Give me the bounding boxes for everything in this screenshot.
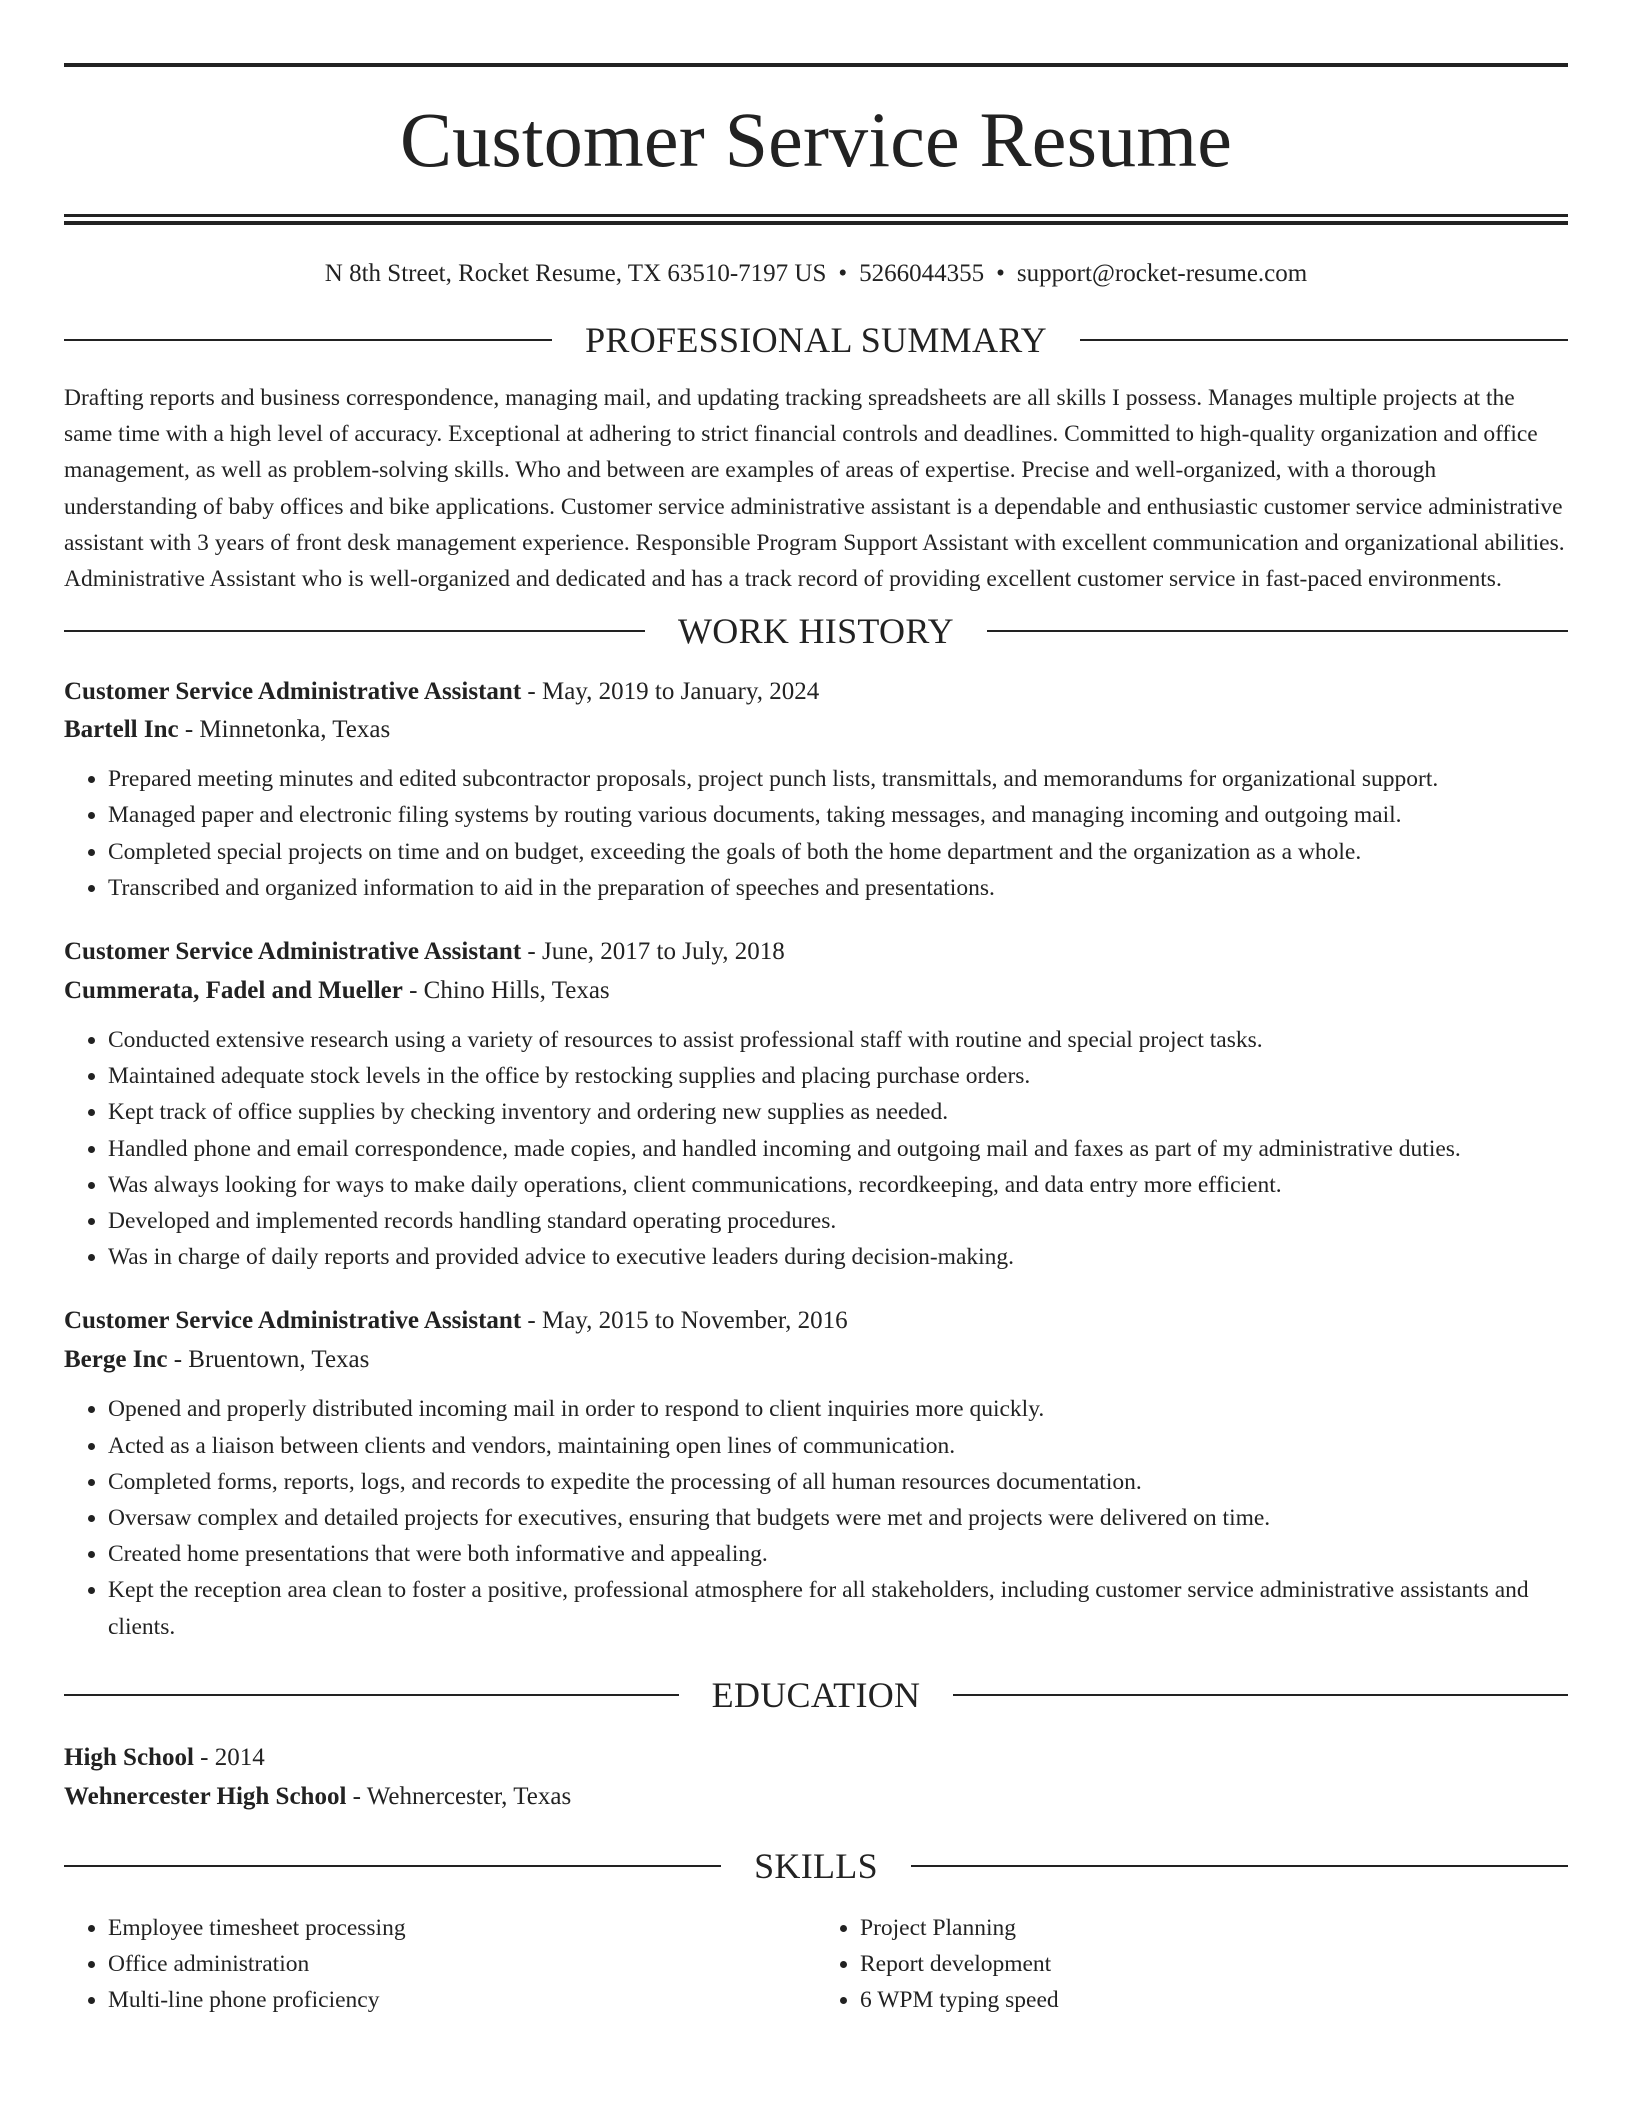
- heading-label: WORK HISTORY: [678, 611, 954, 652]
- skill-item: • Project Planning: [860, 1910, 1568, 1946]
- job-bullet: • Oversaw complex and detailed projects for executives, ensuring that budgets were met and projects were delivered on time.: [108, 1500, 1568, 1536]
- contact-separator: •: [996, 260, 1005, 287]
- job-bullet: • Kept the reception area clean to foster a positive, professional atmosphere for all stakeholders, including customer service administrative assistants and clients.: [108, 1572, 1568, 1644]
- job-bullet: • Created home presentations that were both informative and appealing.: [108, 1536, 1568, 1572]
- top-rule: [64, 63, 1568, 67]
- job-bullet: • Prepared meeting minutes and edited subcontractor proposals, project punch lists, transmittals, and memorandums for organizational support.: [108, 761, 1568, 797]
- job-bullet: • Completed special projects on time and on budget, exceeding the goals of both the home department and the organization as a whole.: [108, 834, 1568, 870]
- job-bullet: • Conducted extensive research using a variety of resources to assist professional staff with routine and special project tasks.: [108, 1022, 1568, 1058]
- heading-rule: [64, 1865, 721, 1867]
- heading-rule: [64, 1694, 679, 1696]
- job-company: Berge Inc: [64, 1346, 168, 1374]
- heading-rule: [911, 1865, 1568, 1867]
- job-company-line: [64, 1345, 1568, 1375]
- contact-phone[interactable]: 5266044355: [859, 260, 985, 287]
- job-bullet: • Kept track of office supplies by checking inventory and ordering new supplies as needed.: [108, 1094, 1568, 1130]
- job-bullets: [64, 1022, 1568, 1275]
- resume-title: Customer Service Resume: [399, 96, 1233, 183]
- job-entry: [64, 937, 1568, 1275]
- skills-column-right: [816, 1910, 1568, 2019]
- education-entry: [64, 1743, 1568, 1812]
- education-location: - Wehnercester, Texas: [346, 1782, 572, 1810]
- job-bullets: [64, 761, 1568, 906]
- heading-rule: [64, 339, 552, 341]
- job-bullet: • Completed forms, reports, logs, and records to expedite the processing of all human resources documentation.: [108, 1464, 1568, 1500]
- contact-separator: •: [838, 260, 848, 287]
- section-heading-education: [64, 1675, 1568, 1715]
- job-dates: - June, 2017 to July, 2018: [521, 938, 785, 966]
- job-location: - Minnetonka, Texas: [178, 716, 391, 744]
- heading-rule: [64, 630, 645, 632]
- job-company-line: [64, 976, 1568, 1006]
- job-title: Customer Service Administrative Assistant: [64, 1307, 522, 1335]
- job-bullet: • Was in charge of daily reports and provided advice to executive leaders during decision-making.: [108, 1239, 1568, 1275]
- job-bullet: • Developed and implemented records handling standard operating procedures.: [108, 1203, 1568, 1239]
- job-dates: - May, 2015 to November, 2016: [521, 1307, 848, 1335]
- skills-grid: [64, 1910, 1568, 2019]
- job-title-line: [64, 1306, 1568, 1336]
- job-company: Cummerata, Fadel and Mueller: [64, 977, 403, 1005]
- education-degree-line: [64, 1743, 1568, 1773]
- job-bullets: [64, 1391, 1568, 1644]
- education-degree: High School: [64, 1743, 194, 1771]
- section-heading-work-history: [64, 611, 1568, 651]
- job-title: Customer Service Administrative Assistant: [64, 938, 522, 966]
- heading-rule: [1080, 339, 1568, 341]
- job-bullet: • Acted as a liaison between clients and vendors, maintaining open lines of communication.: [108, 1428, 1568, 1464]
- job-entry: [64, 677, 1568, 906]
- job-bullet: • Managed paper and electronic filing systems by routing various documents, taking messages, and managing incoming and outgoing mail.: [108, 797, 1568, 833]
- job-dates: - May, 2019 to January, 2024: [521, 678, 820, 706]
- skill-item: • Employee timesheet processing: [108, 1910, 816, 1946]
- summary-paragraph: Drafting reports and business correspondence, managing mail, and updating tracking spreadsheets are all skills I possess. Manages multiple projects at the same time with a high level of accuracy. Exceptional at adhering to strict financial controls and deadlines. Committed to high-quality organization and office management, as well as problem-solving skills. Who and between are examples of areas of expertise. Precise and well-organized, with a thorough understanding of baby offices and bike applications. Customer service administrative assistant is a dependable and enthusiastic customer service administrative assistant with 3 years of front desk management experience. Responsible Program Support Assistant with excellent communication and organizational abilities. Administrative Assistant who is well-organized and dedicated and has a track record of providing excellent customer service in fast-paced environments.: [64, 385, 1565, 593]
- job-title-line: [64, 677, 1568, 707]
- job-title: Customer Service Administrative Assistant: [64, 678, 522, 706]
- skill-item: • Report development: [860, 1946, 1568, 1982]
- job-bullet: • Was always looking for ways to make daily operations, client communications, recordkeeping, and data entry more efficient.: [108, 1167, 1568, 1203]
- job-bullet: • Maintained adequate stock levels in the office by restocking supplies and placing purchase orders.: [108, 1058, 1568, 1094]
- skills-column-left: [64, 1910, 816, 2019]
- job-company: Bartell Inc: [64, 716, 179, 744]
- education-school: Wehnercester High School: [64, 1782, 347, 1810]
- heading-label: PROFESSIONAL SUMMARY: [585, 320, 1047, 360]
- job-title-line: [64, 937, 1568, 967]
- section-heading-skills: [64, 1846, 1568, 1886]
- heading-label: SKILLS: [754, 1845, 878, 1886]
- heading-rule: [953, 1694, 1568, 1696]
- education-year: - 2014: [193, 1743, 265, 1771]
- skill-item: • 6 WPM typing speed: [860, 1982, 1568, 2018]
- job-bullet: • Opened and properly distributed incoming mail in order to respond to client inquiries more quickly.: [108, 1391, 1568, 1427]
- skill-item: • Multi-line phone proficiency: [108, 1982, 816, 2018]
- contact-line: [64, 259, 1568, 289]
- heading-label: EDUCATION: [711, 1674, 921, 1715]
- section-heading-summary: [64, 320, 1568, 360]
- job-entry: [64, 1306, 1568, 1644]
- job-company-line: [64, 715, 1568, 745]
- job-bullet: • Transcribed and organized information to aid in the preparation of speeches and presentations.: [108, 870, 1568, 906]
- contact-address: N 8th Street, Rocket Resume, TX 63510-7197 US: [324, 260, 827, 287]
- education-school-line: [64, 1782, 1568, 1812]
- contact-email[interactable]: support@rocket-resume.com: [1016, 260, 1308, 287]
- title-double-rule: [64, 214, 1568, 225]
- job-bullet: • Handled phone and email correspondence, made copies, and handled incoming and outgoing mail and faxes as part of my administrative duties.: [108, 1131, 1568, 1167]
- heading-rule: [987, 630, 1568, 632]
- skill-item: • Office administration: [108, 1946, 816, 1982]
- job-location: - Chino Hills, Texas: [402, 977, 610, 1005]
- job-location: - Bruentown, Texas: [167, 1346, 370, 1374]
